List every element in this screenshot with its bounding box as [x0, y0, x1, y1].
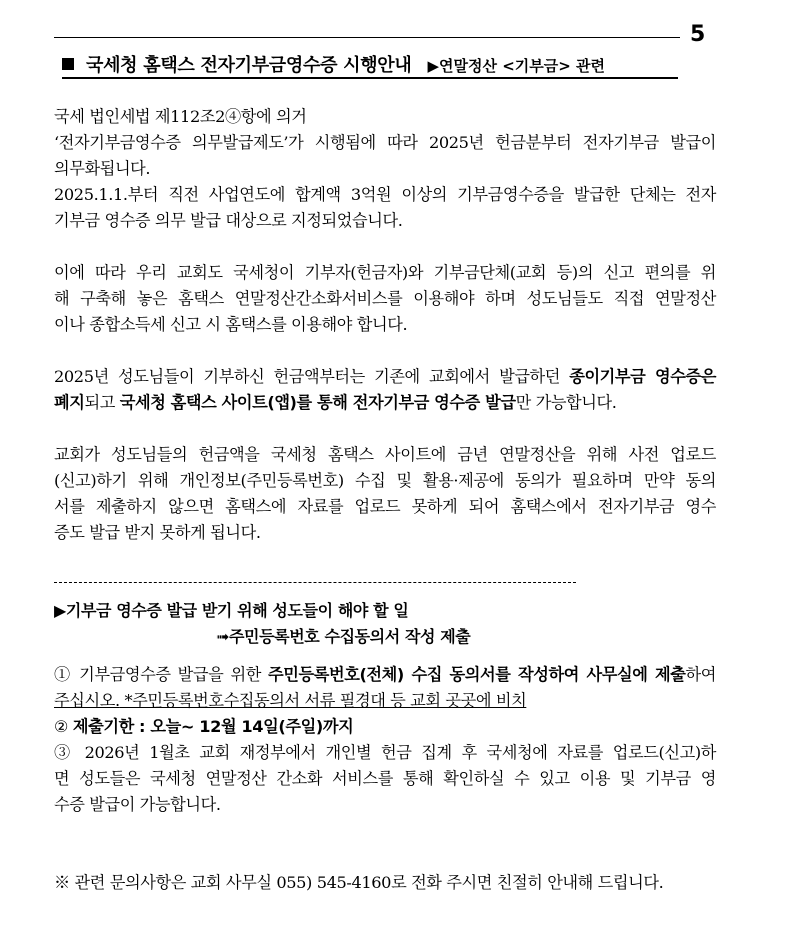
paragraph-2	[54, 260, 716, 338]
text-line: (신고)하기 위해 개인정보(주민등록번호) 수집 및 활용·제공에 동의가 필요하며 만약 동의	[54, 471, 716, 490]
underlined-text	[54, 691, 526, 710]
text-line: 수증 발급이 가능합니다.	[54, 795, 221, 814]
text-line: 이에 따라 우리 교회도 국세청이 기부자(헌금자)와 기부금단체(교회 등)의 신고 편의를 위	[54, 263, 716, 282]
dashed-divider	[54, 582, 576, 583]
header-rule	[54, 37, 680, 38]
page-number: 5	[690, 22, 706, 47]
text-line: ‘전자기부금영수증 의무발급제도’가 시행됨에 따라 2025년 헌금분부터 전자기부금 발급이	[54, 133, 716, 152]
text-segment: 2025년 성도님들이 기부하신 헌금액부터는 기존에 교회에서 발급하던	[54, 367, 570, 386]
section-heading: ▶기부금 영수증 발급 받기 위해 성도들이 해야 할 일	[54, 601, 409, 620]
text-segment: 되고	[84, 393, 120, 412]
text-line	[54, 688, 716, 714]
section-subheading: ➟주민등록번호 수집동의서 작성 제출	[216, 627, 471, 646]
title-text: 국세청 홈택스 전자기부금영수증 시행안내	[86, 55, 412, 76]
paragraph-4	[54, 442, 716, 546]
deadline-text: 제출기한 : 오늘~ 12월 14일(주일)까지	[72, 717, 354, 736]
text-line: 증도 발급 받지 못하게 됩니다.	[54, 523, 261, 542]
text-line: 면 성도들은 국세청 연말정산 간소화 서비스를 통해 확인하실 수 있고 이용 및 기부금 영	[54, 769, 716, 788]
list-item	[54, 714, 716, 740]
text-segment: ②	[54, 717, 73, 736]
text-line: 교회가 성도님들의 헌금액을 국세청 홈택스 사이트에 금년 연말정산을 위해 사전 업로드	[54, 445, 716, 464]
note-text: *주민등록번호수집동의서 서류 필경대 등 교회 곳곳에 비치	[119, 691, 527, 710]
text-segment: ① 기부금영수증 발급을 위한	[54, 665, 269, 684]
text-line: 국세 법인세법 제112조2④항에 의거	[54, 107, 307, 126]
bold-text: 폐지	[54, 393, 85, 412]
text-segment: 만 가능합니다.	[515, 393, 617, 412]
bold-text: 주민등록번호(전체) 수집 동의서를 작성하여 사무실에 제출	[268, 665, 686, 684]
text-line: 2025.1.1.부터 직전 사업연도에 합계액 3억원 이상의 기부금영수증을 발급한 단체는 전자	[54, 185, 716, 204]
instruction-list	[54, 662, 716, 818]
text-line	[54, 364, 716, 390]
text-segment: 주십시오.	[54, 691, 120, 710]
square-bullet-icon	[62, 58, 74, 70]
list-item	[54, 662, 716, 688]
footer-note: ※ 관련 문의사항은 교회 사무실 055) 545-4160로 전화 주시면 친절히 안내해 드립니다.	[54, 873, 664, 892]
intro-paragraph	[54, 104, 716, 234]
text-segment: 하여	[685, 665, 716, 684]
text-line	[54, 390, 716, 416]
page-title	[62, 51, 678, 79]
list-item: ③ 2026년 1월초 교회 재정부에서 개인별 헌금 집계 후 국세청에 자료를 업로드(신고)하	[54, 743, 716, 762]
contact-footer	[54, 870, 716, 896]
bold-text: 종이기부금 영수증은	[569, 367, 716, 386]
text-line: 기부금 영수증 의무 발급 대상으로 지정되었습니다.	[54, 211, 403, 230]
text-line: 의무화됩니다.	[54, 159, 151, 178]
text-line: 이나 종합소득세 신고 시 홈택스를 이용해야 합니다.	[54, 315, 408, 334]
text-line: 해 구축해 놓은 홈택스 연말정산간소화서비스를 이용해야 하며 성도님들도 직접 연말정산	[54, 289, 716, 308]
bold-text: 국세청 홈택스 사이트(앱)를 통해 전자기부금 영수증 발급	[119, 393, 516, 412]
text-line: 서를 제출하지 않으면 홈택스에 자료를 업로드 못하게 되어 홈택스에서 전자기부금 영수	[54, 497, 716, 516]
title-subtitle: ▶연말정산 <기부금> 관련	[427, 57, 606, 75]
paragraph-3	[54, 364, 716, 416]
